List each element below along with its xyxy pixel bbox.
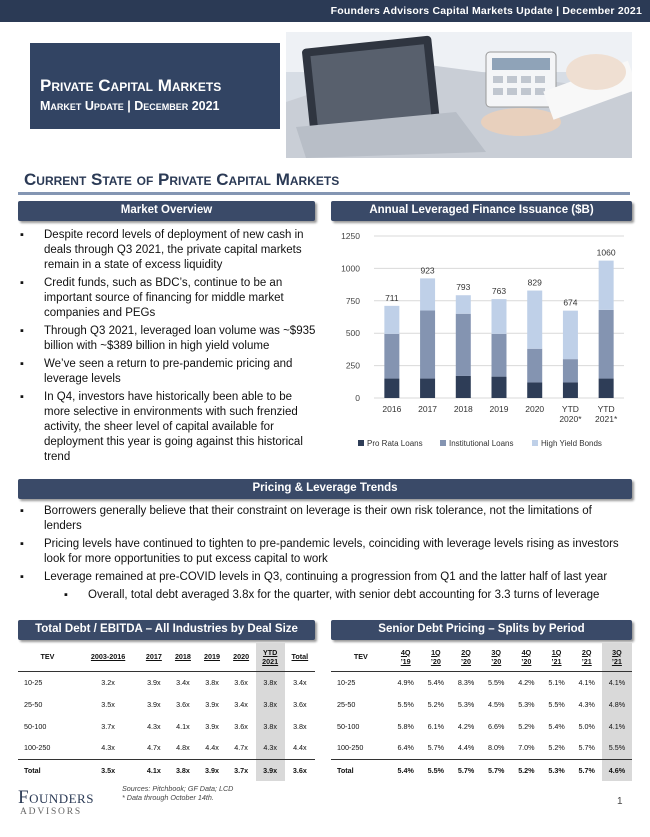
table-cell: 5.5% — [488, 677, 505, 687]
bar-segment — [527, 349, 542, 383]
table-cell: 4.6% — [602, 759, 632, 781]
bar-segment — [492, 334, 507, 377]
bar-segment — [527, 291, 542, 349]
x-tick-label: 2020* — [559, 414, 582, 424]
table-cell: 5.2% — [548, 743, 565, 753]
table-row — [18, 759, 315, 781]
sources-note — [122, 784, 233, 802]
table-cell: 4.4% — [457, 743, 475, 753]
table-cell: 5.7% — [578, 743, 595, 753]
column-header: 2017 — [139, 643, 168, 671]
table-cell: 3.9x — [205, 721, 219, 731]
table-row — [331, 671, 632, 693]
table-row — [18, 671, 315, 693]
y-tick-label: 1000 — [341, 263, 360, 274]
table-row — [331, 759, 632, 781]
bar-segment — [492, 299, 507, 334]
list-item: ▪ Pricing levels have continued to tighten to pre-pandemic levels, coinciding with leverage levels rising as investors look for more opportunities to put excess capital to work — [18, 537, 632, 567]
bar-segment — [527, 382, 542, 398]
founders-logo — [18, 787, 94, 817]
senior-debt-table — [331, 643, 632, 781]
list-item: ▪ Through Q3 2021, leveraged loan volume was ~$935 billion with ~$389 billion in high yield volume — [18, 324, 320, 354]
table-row — [18, 693, 315, 715]
table-cell: 3.6x — [293, 699, 307, 709]
column-header: Total — [285, 643, 315, 671]
table-cell: 5.2% — [518, 721, 535, 731]
y-tick-label: 0 — [355, 393, 360, 403]
table-cell: 3.4x — [234, 699, 248, 709]
x-tick-label: YTD — [597, 404, 615, 414]
table-cell: 5.2% — [427, 699, 445, 709]
list-item: ▪ Despite record levels of deployment of new cash in deals through Q3 2021, the private capital markets remain in a state of excess liquidity — [18, 228, 320, 273]
table-cell: 3.8x — [293, 721, 307, 731]
bar-segment — [563, 359, 578, 382]
bar-segment — [456, 314, 471, 376]
table-cell: 4.1% — [578, 677, 595, 687]
data-label: 763 — [491, 286, 507, 297]
column-header: 3Q ’20 — [481, 643, 511, 671]
table-cell: 25-50 — [337, 699, 356, 709]
legend-swatch — [440, 440, 446, 446]
list-item: ▪ Borrowers generally believe that their constraint on leverage is their own risk tolerance, not the limitations of lenders — [18, 504, 632, 534]
table-cell: 3.8x — [256, 715, 285, 737]
table-cell: 6.6% — [488, 721, 505, 731]
table-cell: 3.9x — [197, 759, 226, 781]
column-header: 2Q ’20 — [451, 643, 481, 671]
table-cell: 5.8% — [397, 721, 414, 731]
table-cell: Total — [331, 759, 391, 781]
bar-segment — [563, 382, 578, 398]
bar-segment — [563, 311, 578, 359]
table-cell: 3.8x — [256, 693, 285, 715]
table-cell: 4.1x — [176, 721, 190, 731]
table-cell: 4.3x — [256, 737, 285, 759]
y-tick-label: 250 — [345, 360, 360, 371]
table-cell: 3.9x — [147, 699, 161, 709]
table-cell: 3.6x — [176, 699, 190, 709]
data-label: 1060 — [596, 247, 616, 258]
table-cell: 4.4x — [293, 743, 307, 753]
table-cell: 4.8x — [176, 743, 190, 753]
table-cell: 4.3x — [147, 721, 161, 731]
table-cell: 50-100 — [337, 721, 360, 731]
data-label: 674 — [563, 297, 578, 308]
table-cell: 5.7% — [481, 759, 511, 781]
bar-segment — [599, 261, 614, 310]
column-header: 2020 — [227, 643, 256, 671]
table-cell: 5.3% — [518, 699, 535, 709]
list-item: ▪ Credit funds, such as BDC’s, continue to be an important source of financing for middle market companies and PEGs — [18, 276, 320, 321]
table-cell: 5.5% — [602, 737, 632, 759]
table-cell: 6.1% — [427, 721, 445, 731]
x-tick-label: 2021* — [595, 414, 618, 424]
table-cell: 4.7x — [147, 743, 161, 753]
table-cell: 4.1% — [602, 671, 632, 693]
table-cell: 100-250 — [337, 743, 364, 753]
column-header: 4Q ’20 — [511, 643, 541, 671]
market-overview-header: Market Overview — [18, 201, 315, 221]
table-cell: 3.2x — [101, 677, 115, 687]
list-item: ▪ In Q4, investors have historically been able to be more selective in environments with such frenzied activity, the sheer level of capital available for deployment this year is going against this historical trend — [18, 390, 320, 465]
table-row — [18, 715, 315, 737]
table-cell: 5.4% — [548, 721, 565, 731]
table-cell: 5.3% — [457, 699, 475, 709]
table-cell: 5.7% — [427, 743, 445, 753]
table-cell: 4.1x — [139, 759, 168, 781]
x-tick-label: 2019 — [489, 404, 509, 414]
x-tick-label: YTD — [561, 404, 579, 414]
table-cell: 4.7x — [234, 743, 248, 753]
section-divider — [18, 192, 630, 195]
data-label: 923 — [420, 265, 435, 276]
table-cell: 4.5% — [488, 699, 505, 709]
debt-table-header: Total Debt / EBITDA – All Industries by Deal Size — [18, 620, 315, 640]
table-cell: Total — [18, 759, 77, 781]
data-label: 711 — [385, 292, 399, 303]
table-cell: 5.0% — [578, 721, 595, 731]
table-cell: 5.5% — [548, 699, 565, 709]
table-cell: 100-250 — [24, 743, 51, 753]
table-cell: 5.5% — [421, 759, 451, 781]
table-cell: 5.5% — [397, 699, 414, 709]
column-header: 3Q ’21 — [602, 643, 632, 671]
table-row — [331, 715, 632, 737]
bar-segment — [492, 377, 507, 398]
market-overview-list — [18, 228, 320, 468]
column-header: 2Q ’21 — [572, 643, 602, 671]
senior-table-header: Senior Debt Pricing – Splits by Period — [331, 620, 632, 640]
hero-title: Private Capital Markets — [40, 76, 222, 95]
table-cell: 8.0% — [488, 743, 505, 753]
table-cell: 5.4% — [391, 759, 421, 781]
column-header: 2003-2016 — [77, 643, 139, 671]
legend-swatch — [358, 440, 364, 446]
bar-segment — [384, 334, 399, 379]
hero-subtitle: Market Update | December 2021 — [40, 99, 220, 113]
legend-label: High Yield Bonds — [541, 439, 602, 448]
table-cell: 3.9x — [147, 677, 161, 687]
bar-segment — [599, 310, 614, 379]
x-tick-label: 2018 — [453, 404, 473, 414]
sources: Sources: Pitchbook; GF Data; LCD — [122, 784, 234, 793]
debt-ebitda-table — [18, 643, 315, 781]
section-title: Current State of Private Capital Markets — [24, 170, 340, 189]
table-cell: 5.3% — [541, 759, 571, 781]
list-item-sub: ▪ Overall, total debt averaged 3.8x for the quarter, with senior debt accounting for 3.3 turns of leverage — [18, 588, 632, 603]
column-header: 4Q ’19 — [391, 643, 421, 671]
table-cell: 3.4x — [176, 677, 190, 687]
table-cell: 3.8x — [205, 677, 219, 687]
x-tick-label: 2016 — [382, 404, 402, 414]
table-cell: 3.6x — [234, 677, 248, 687]
y-tick-label: 1250 — [341, 231, 360, 241]
table-cell: 7.0% — [518, 743, 535, 753]
x-tick-label: 2017 — [418, 404, 438, 414]
table-cell: 10-25 — [24, 677, 43, 687]
table-cell: 3.9x — [256, 759, 285, 781]
pricing-list — [18, 504, 632, 606]
column-header: YTD 2021 — [256, 643, 285, 671]
column-header: TEV — [18, 643, 77, 671]
list-item: ▪ Leverage remained at pre-COVID levels in Q3, continuing a progression from Q1 and the latter half of last year — [18, 570, 632, 585]
table-cell: 3.8x — [168, 759, 197, 781]
table-cell: 5.4% — [427, 677, 445, 687]
column-header: 1Q ’21 — [541, 643, 571, 671]
table-cell: 3.5x — [77, 759, 139, 781]
bar-segment — [384, 306, 399, 334]
table-cell: 3.9x — [205, 699, 219, 709]
table-row — [331, 693, 632, 715]
bar-segment — [384, 379, 399, 398]
legend-label: Pro Rata Loans — [367, 439, 423, 448]
table-cell: 5.7% — [572, 759, 602, 781]
list-item: ▪ We’ve seen a return to pre-pandemic pricing and leverage levels — [18, 357, 320, 387]
table-cell: 5.7% — [451, 759, 481, 781]
table-cell: 3.8x — [256, 671, 285, 693]
table-cell: 5.1% — [548, 677, 565, 687]
data-label: 793 — [456, 282, 471, 293]
bar-segment — [599, 379, 614, 398]
table-cell: 4.9% — [397, 677, 414, 687]
table-cell: 4.2% — [457, 721, 475, 731]
leveraged-finance-chart — [328, 224, 634, 460]
table-cell: 10-25 — [337, 677, 356, 687]
table-cell: 25-50 — [24, 699, 43, 709]
table-cell: 4.2% — [518, 677, 535, 687]
table-row — [18, 737, 315, 759]
table-cell: 50-100 — [24, 721, 47, 731]
table-cell: 8.3% — [457, 677, 475, 687]
column-header: 1Q ’20 — [421, 643, 451, 671]
top-banner: Founders Advisors Capital Markets Update | December 2021 — [0, 0, 650, 22]
bar-segment — [420, 278, 435, 310]
table-cell: 4.4x — [205, 743, 219, 753]
table-cell: 3.6x — [234, 721, 248, 731]
column-header: 2018 — [168, 643, 197, 671]
column-header: TEV — [331, 643, 391, 671]
table-cell: 3.7x — [101, 721, 115, 731]
table-cell: 5.2% — [511, 759, 541, 781]
table-cell: 6.4% — [397, 743, 414, 753]
logo-sub: ADVISORS — [20, 807, 82, 817]
legend-label: Institutional Loans — [449, 439, 514, 448]
table-cell: 3.4x — [293, 677, 307, 687]
table-cell: 4.3x — [101, 743, 115, 753]
y-tick-label: 750 — [345, 295, 360, 306]
table-cell: 4.1% — [602, 715, 632, 737]
column-header: 2019 — [197, 643, 226, 671]
logo-main: Founders — [18, 787, 94, 808]
table-cell: 3.5x — [101, 699, 115, 709]
hero-photo — [286, 32, 632, 158]
table-cell: 4.3% — [578, 699, 595, 709]
table-cell: 4.8% — [602, 693, 632, 715]
table-cell: 3.7x — [227, 759, 256, 781]
bar-segment — [420, 379, 435, 398]
pricing-header: Pricing & Leverage Trends — [18, 479, 632, 499]
data-label: 829 — [527, 277, 542, 288]
hero-title-box — [30, 43, 280, 129]
data-note: * Data through October 14th. — [122, 793, 214, 802]
legend-swatch — [532, 440, 538, 446]
bar-segment — [456, 376, 471, 398]
y-tick-label: 500 — [345, 328, 360, 339]
chart-header: Annual Leveraged Finance Issuance ($B) — [331, 201, 632, 221]
x-tick-label: 2020 — [525, 404, 545, 414]
table-cell: 3.6x — [285, 759, 315, 781]
bar-segment — [456, 295, 471, 314]
bar-segment — [420, 311, 435, 379]
page-number: 1 — [617, 796, 623, 807]
table-row — [331, 737, 632, 759]
